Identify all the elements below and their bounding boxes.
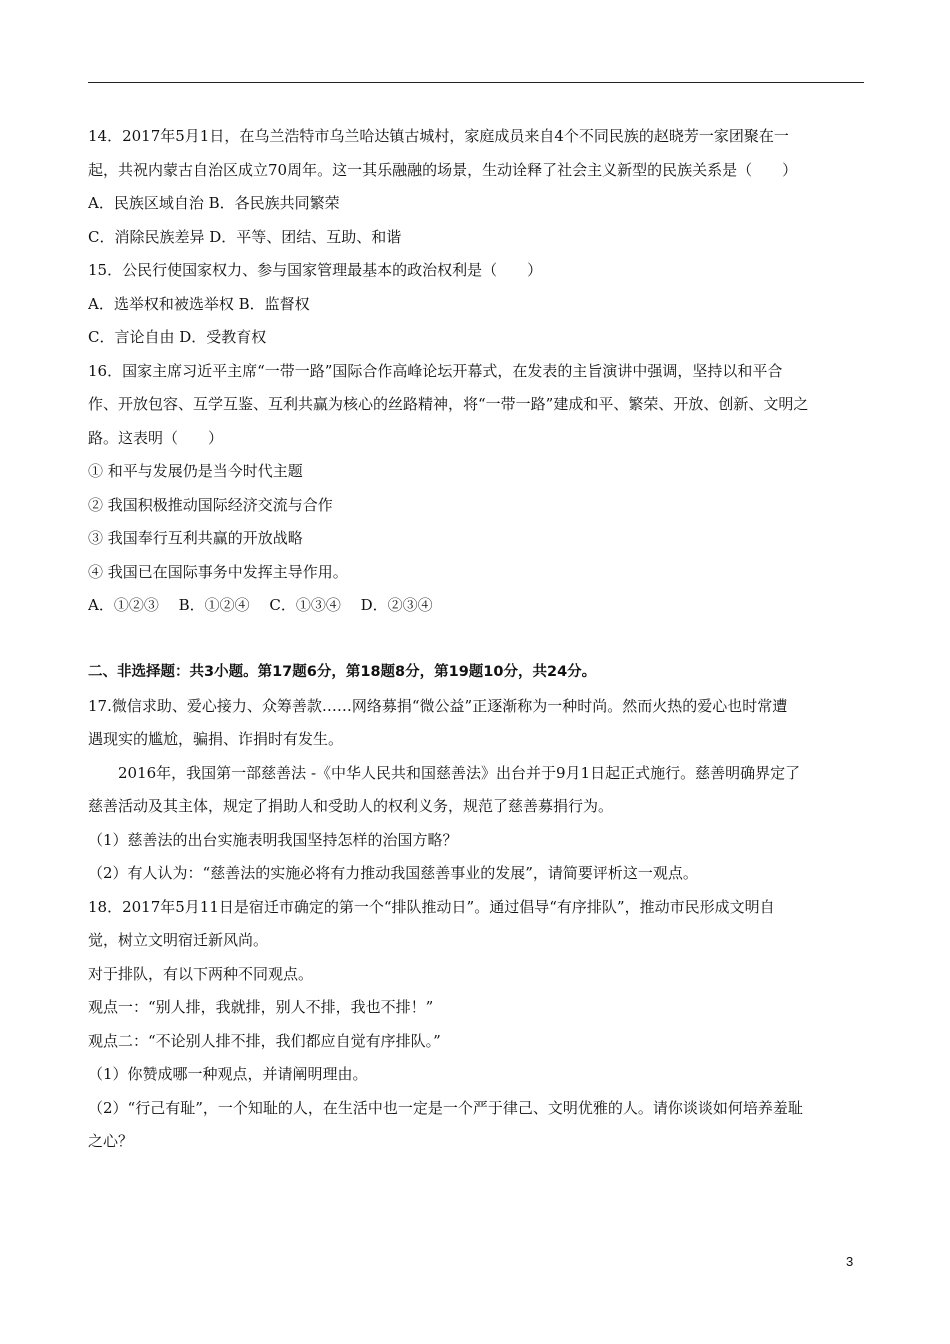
q18-line-2: 觉，树立文明宿迁新风尚。 xyxy=(88,931,269,949)
q18-view-1: 观点一：“别人排，我就排，别人不排，我也不排！” xyxy=(88,998,434,1016)
q17-paragraph-line-2: 慈善活动及其主体，规定了捐助人和受助人的权利义务，规范了慈善募捐行为。 xyxy=(88,797,614,815)
q15-options-ab: A．选举权和被选举权 B．监督权 xyxy=(88,294,310,313)
q18-line-1: 18．2017年5月11日是宿迁市确定的第一个“排队推动日”。通过倡导“有序排队”，推动市民形成文明自 xyxy=(88,897,775,916)
q16-statement-4: ④ 我国已在国际事务中发挥主导作用。 xyxy=(88,562,348,581)
q18-subquestion-2-line-1: （2）“行己有耻”，一个知耻的人，在生活中也一定是一个严于律己、文明优雅的人。请你谈谈如何培养羞耻 xyxy=(88,1098,803,1117)
q16-statement-1: ① 和平与发展仍是当今时代主题 xyxy=(88,462,303,480)
q17-subquestion-1: （1）慈善法的出台实施表明我国坚持怎样的治国方略？ xyxy=(88,830,458,849)
q14-options-ab: A．民族区域自治 B．各民族共同繁荣 xyxy=(88,194,340,212)
q18-view-2: 观点二：“不论别人排不排，我们都应自觉有序排队。” xyxy=(88,1031,441,1050)
q16-line-2: 作、开放包容、互学互鉴、互利共赢为核心的丝路精神，将“一带一路”建成和平、繁荣、开放、创新、文明之 xyxy=(88,395,809,413)
page-number: 3 xyxy=(846,1254,854,1269)
q18-subquestion-1: （1）你赞成哪一种观点，并请阐明理由。 xyxy=(88,1065,368,1083)
q17-line-1: 17.微信求助、爱心接力、众筹善款……网络募捐“微公益”正逐渐称为一种时尚。然而火热的爱心也时常遭 xyxy=(88,696,788,715)
q15-stem: 15．公民行使国家权力、参与国家管理最基本的政治权利是（ ） xyxy=(88,261,543,279)
q16-line-1: 16．国家主席习近平主席“一带一路”国际合作高峰论坛开幕式，在发表的主旨演讲中强调，坚持以和平合 xyxy=(88,361,783,380)
q15-options-cd: C．言论自由 D．受教育权 xyxy=(88,328,267,346)
q18-subquestion-2-line-2: 之心？ xyxy=(88,1132,134,1150)
q16-statement-3: ③ 我国奉行互利共赢的开放战略 xyxy=(88,529,303,547)
q14-line-2: 起，共祝内蒙古自治区成立70周年。这一其乐融融的场景，生动诠释了社会主义新型的民族关系是（ ） xyxy=(88,160,798,179)
q17-line-2: 遇现实的尴尬，骗捐、诈捐时有发生。 xyxy=(88,730,344,748)
q16-statement-2: ② 我国积极推动国际经济交流与合作 xyxy=(88,495,333,514)
header-rule xyxy=(88,82,864,83)
q17-subquestion-2: （2）有人认为：“慈善法的实施必将有力推动我国慈善事业的发展”，请简要评析这一观点。 xyxy=(88,864,698,882)
q14-options-cd: C．消除民族差异 D．平等、团结、互助、和谐 xyxy=(88,227,402,246)
section-heading: 二、非选择题：共3小题。第17题6分，第18题8分，第19题10分，共24分。 xyxy=(88,664,597,680)
q14-line-1: 14．2017年5月1日，在乌兰浩特市乌兰哈达镇古城村，家庭成员来自4个不同民族的赵晓芳一家团聚在一 xyxy=(88,127,789,145)
q16-line-3: 路。这表明（ ） xyxy=(88,428,224,447)
q17-paragraph-line-1: 2016年，我国第一部慈善法 -《中华人民共和国慈善法》出台并于9月1日起正式施行。慈善明确界定了 xyxy=(118,763,801,782)
q18-intro: 对于排队，有以下两种不同观点。 xyxy=(88,964,314,983)
q16-options: A．①②③ B．①②④ C．①③④ D．②③④ xyxy=(88,596,433,614)
document-body xyxy=(88,120,864,1159)
